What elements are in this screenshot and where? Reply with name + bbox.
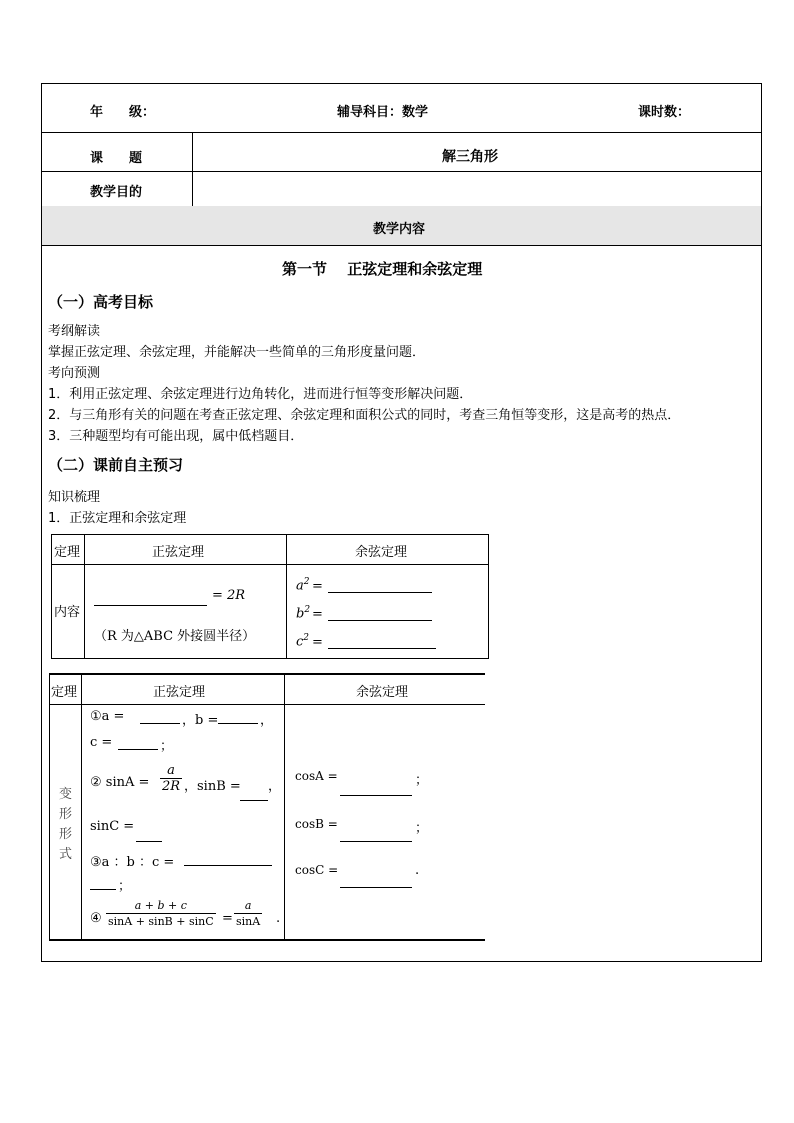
f4a: ④: [90, 911, 102, 926]
cosC-label: cosC =: [295, 863, 339, 877]
cos-c-var: $c^2$: [296, 633, 310, 650]
kaoxiang-item: 1．利用正弦定理、余弦定理进行边角转化，进而进行恒等变形解决问题．: [48, 387, 473, 402]
cos-b-eq: =: [312, 607, 323, 622]
topic-value: 解三角形: [442, 149, 498, 165]
t1-head-theorem: 定理: [54, 545, 81, 560]
zhishi-label: 知识梳理: [48, 490, 101, 505]
blank-line: [140, 723, 180, 724]
f2a: ② sinA =: [90, 775, 150, 790]
cos-c-eq: =: [312, 635, 323, 650]
f4end: .: [276, 911, 281, 926]
cosB-semi: ；: [415, 821, 429, 836]
blank-line: [136, 841, 162, 842]
fraction: $\frac{a}{\sin A}$: [236, 899, 261, 928]
blank-line: [340, 887, 412, 888]
blank-line: [218, 723, 258, 724]
topic-label: 课 题: [90, 151, 143, 166]
subject-label: 辅导科目：数学: [337, 105, 429, 120]
f1b: ，b =: [182, 713, 219, 728]
f2d: sinC =: [90, 819, 135, 834]
cos-a-var: $a^2$: [296, 577, 310, 594]
section-title: 第一节 正弦定理和余弦定理: [282, 260, 483, 278]
blank-line: [340, 841, 412, 842]
f1d: c =: [90, 735, 113, 750]
column-divider: [192, 132, 193, 206]
lesson-plan-table: [41, 83, 762, 962]
f2b: ，sinB =: [184, 779, 241, 794]
cosA-semi: ；: [415, 773, 429, 788]
f2c: ，: [268, 779, 282, 794]
row-divider: [42, 171, 761, 172]
f1e: ；: [160, 739, 174, 754]
cosB-label: cosB =: [295, 817, 338, 831]
t2-head-theorem: 定理: [51, 685, 78, 700]
blank-line: [328, 592, 432, 593]
blank-line: [90, 889, 116, 890]
part2-heading: （二）课前自主预习: [48, 456, 184, 474]
f3a: ③a ：b ：c =: [90, 855, 175, 870]
blank-line: [94, 605, 207, 606]
kaoxiang-label: 考向预测: [48, 366, 101, 381]
blank-line: [184, 865, 272, 866]
t2-head-sine: 正弦定理: [153, 685, 206, 700]
table-col-divider: [84, 535, 85, 658]
kaoxiang-item: 3．三种题型均有可能出现，属中低档题目．: [48, 429, 304, 444]
cos-b-var: $b^2$: [296, 605, 311, 622]
f1c: ，: [260, 713, 274, 728]
hours-label: 课时数：: [638, 105, 691, 120]
blank-line: [328, 620, 432, 621]
part1-heading: （一）高考目标: [48, 293, 154, 311]
theorem-content-table: [51, 534, 489, 659]
t1-head-cosine: 余弦定理: [355, 545, 408, 560]
kaogang-label: 考纲解读: [48, 324, 101, 339]
t2-head-cosine: 余弦定理: [356, 685, 409, 700]
sine-note: （R 为△ABC 外接圆半径）: [94, 629, 256, 644]
goal-label: 教学目的: [90, 185, 143, 200]
fraction: $\frac{a + b + c}{\sin A + \sin B + \sin C}$: [108, 899, 214, 928]
table-col-divider: [286, 535, 287, 658]
table-row-divider: [52, 564, 488, 565]
kaoxiang-item: 2．与三角形有关的问题在考查正弦定理、余弦定理和面积公式的同时，考查三角恒等变形，这是高考的热点．: [48, 408, 681, 423]
blank-line: [340, 795, 412, 796]
table-col-divider: [284, 675, 285, 939]
cosA-label: cosA =: [295, 769, 338, 783]
content-band-label: 教学内容: [373, 222, 426, 237]
cosC-period: .: [415, 863, 420, 878]
theorem-variant-table: [49, 673, 485, 941]
f3b: ；: [118, 879, 132, 894]
blank-line: [328, 648, 436, 649]
sine-eq: = 2R: [212, 588, 246, 603]
fraction: $\frac{a}{2R}$: [162, 763, 181, 794]
t1-row-label: 内容: [54, 605, 81, 620]
table-row-divider: [50, 704, 485, 705]
blank-line: [118, 749, 158, 750]
f4eq: =: [222, 911, 233, 926]
item1-label: 1．正弦定理和余弦定理: [48, 511, 187, 526]
cos-a-eq: =: [312, 579, 323, 594]
row-divider: [42, 132, 761, 133]
t2-row-label: 变形形式: [59, 787, 73, 862]
row-divider: [42, 245, 761, 246]
t1-head-sine: 正弦定理: [152, 545, 205, 560]
grade-label: 年 级：: [90, 105, 156, 120]
f1a: ①a =: [90, 709, 125, 724]
blank-line: [240, 800, 268, 801]
table-col-divider: [81, 675, 82, 939]
kaogang-text: 掌握正弦定理、余弦定理，并能解决一些简单的三角形度量问题．: [48, 345, 426, 360]
